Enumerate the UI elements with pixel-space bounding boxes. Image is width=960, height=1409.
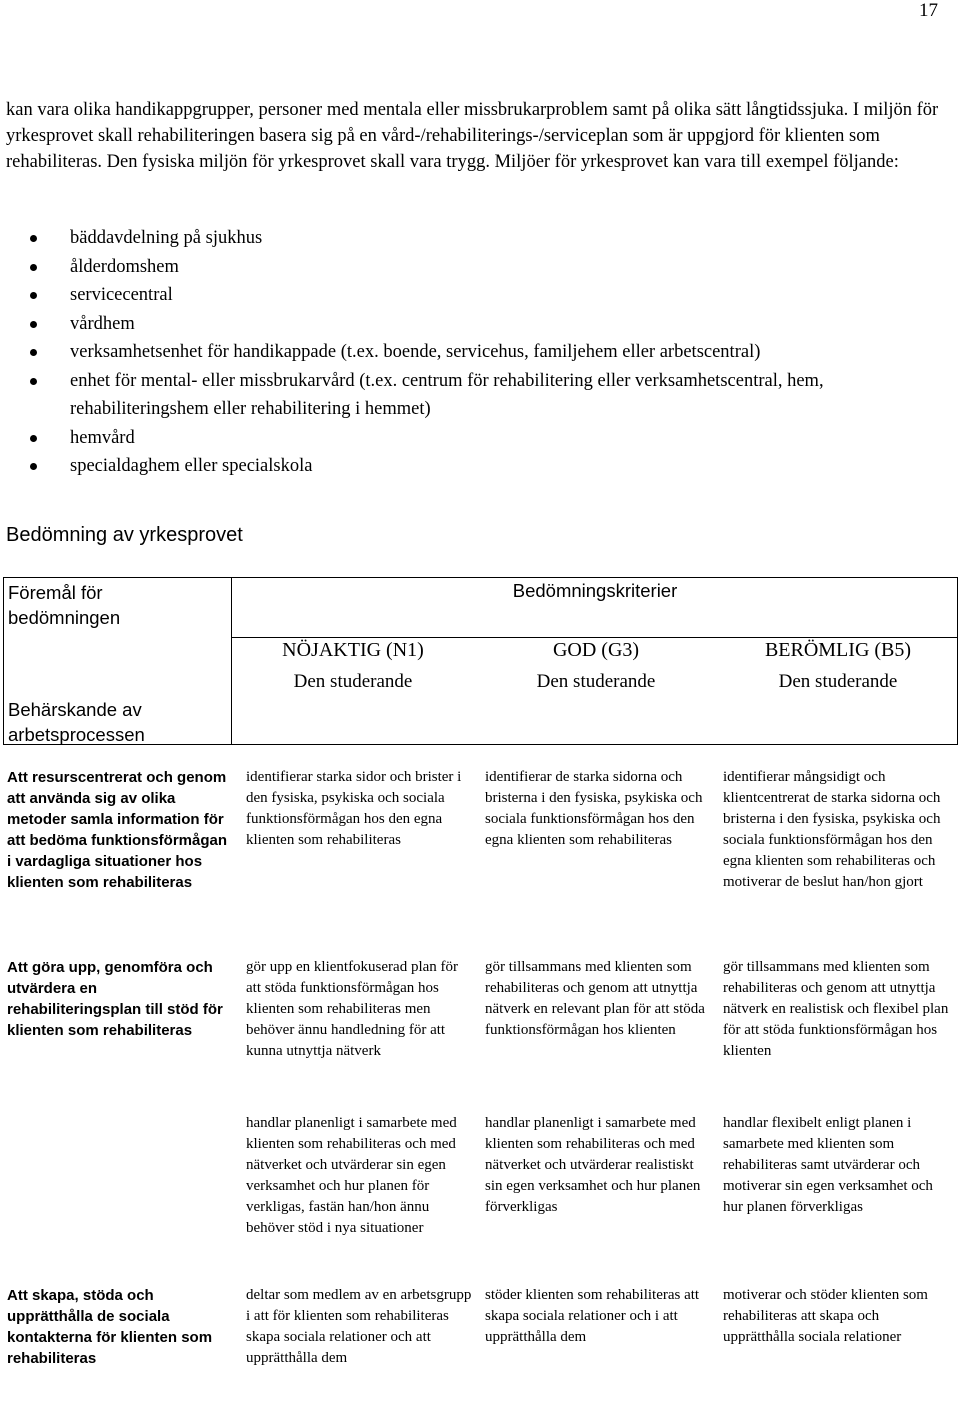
list-item: bäddavdelning på sjukhus	[30, 224, 955, 253]
section-heading: Bedömning av yrkesprovet	[6, 524, 243, 546]
criteria-n1-cell: identifierar starka sidor och brister i den fysiska, psykiska och sociala funktionsförmågan hos den egna klienten som rehabiliteras	[246, 769, 462, 848]
level-g3: GOD (G3)	[552, 639, 640, 661]
list-item: servicecentral	[30, 281, 955, 310]
criteria-subject: Att resurscentrerat och genom att använda sig av olika metoder samla information för att bedöma funktionsförmågan i vardagliga situationer hos klienten som rehabiliteras	[7, 769, 228, 891]
list-item: ålderdomshem	[30, 253, 955, 282]
criteria-g3-cell: gör tillsammans med klienten som rehabiliteras och genom att utnyttja nätverk en relevant plan för att stöda funktionsförmågan hos klienten	[485, 959, 705, 1038]
list-item: verksamhetsenhet för handikappade (t.ex. boende, servicehus, familjehem eller arbetscentral)	[30, 338, 955, 367]
student-label: Den studerande	[293, 671, 413, 692]
table-divider-horizontal	[231, 637, 958, 638]
criteria-b5-cell: handlar flexibelt enligt planen i samarbete med klienten som rehabiliteras samt utvärderar och motiverar sin egen verksamhet och hur planen förverkligas	[723, 1115, 933, 1215]
criteria-n1-cell: gör upp en klientfokuserad plan för att stöda funktionsförmågan hos klienten som rehabiliteras men behöver ännu handledning för att kunna utnyttja nätverk	[246, 959, 459, 1059]
criteria-g3-cell: identifierar de starka sidorna och bristerna i den fysiska, psykiska och sociala funktionsförmågan hos den egna klienten som rehabiliteras	[485, 769, 703, 848]
student-label: Den studerande	[778, 671, 898, 692]
criteria-g3-cell: stöder klienten som rehabiliteras att skapa sociala relationer och i att upprätthålla dem	[485, 1287, 700, 1345]
criteria-b5-cell: identifierar mångsidigt och klientcentrerat de starka sidorna och bristerna i den fysiska, psykiska och sociala funktionsförmågan hos den egna klienten som rehabiliteras och motiverar de beslut han/hon gjort	[723, 769, 941, 890]
criteria-header: Bedömningskriterier	[512, 580, 678, 601]
list-item: vårdhem	[30, 310, 955, 339]
list-item: enhet för mental- eller missbrukarvård (t.ex. centrum för rehabilitering eller verksamhetscentral, hem, rehabiliteringshem eller rehabilitering i hemmet)	[30, 367, 955, 424]
page-number: 17	[919, 0, 938, 21]
criteria-b5-cell: gör tillsammans med klienten som rehabiliteras och genom att utnyttja nätverk en realistisk och flexibel plan för att stöda funktionsförmågan hos klienten	[723, 959, 949, 1059]
intro-paragraph: kan vara olika handikappgrupper, personer med mentala eller missbrukarproblem samt på olika sätt långtidssjuka. I miljön för yrkesprovet skall rehabiliteringen basera sig på en vård-/rehabiliterings-/serviceplan som är uppgjord för klienten som rehabiliteras. Den fysiska miljön för yrkesprovet skall vara trygg. Miljöer för yrkesprovet kan vara till exempel följande:	[6, 100, 939, 172]
object-header: Föremål för bedömningen	[8, 582, 121, 628]
list-item: specialdaghem eller specialskola	[30, 452, 955, 481]
environment-list	[30, 224, 955, 481]
criteria-subject: Att göra upp, genomföra och utvärdera en rehabiliteringsplan till stöd för klienten som rehabiliteras	[7, 959, 223, 1039]
criteria-n1-cell: deltar som medlem av en arbetsgrupp i att för klienten som rehabiliteras skapa sociala relationer och att upprätthålla dem	[246, 1287, 472, 1366]
level-n1: NÖJAKTIG (N1)	[282, 639, 424, 661]
level-b5: BERÖMLIG (B5)	[764, 639, 912, 661]
criteria-n1-cell: handlar planenligt i samarbete med klienten som rehabiliteras och med nätverket och utvärderar sin egen verksamhet och hur planen för verkligas, fastän han/hon ännu behöver stöd i nya situationer	[246, 1115, 457, 1236]
student-label: Den studerande	[536, 671, 656, 692]
criteria-g3-cell: handlar planenligt i samarbete med klienten som rehabiliteras och med nätverket och utvärderar realistiskt sin egen verksamhet och hur planen förverkligas	[485, 1115, 701, 1215]
criteria-b5-cell: motiverar och stöder klienten som rehabiliteras att skapa och upprätthålla sociala relationer	[723, 1287, 928, 1345]
section-label: Behärskande av arbetsprocessen	[8, 699, 145, 745]
criteria-subject: Att skapa, stöda och upprätthålla de sociala kontakterna för klienten som rehabiliteras	[7, 1287, 213, 1367]
list-item: hemvård	[30, 424, 955, 453]
